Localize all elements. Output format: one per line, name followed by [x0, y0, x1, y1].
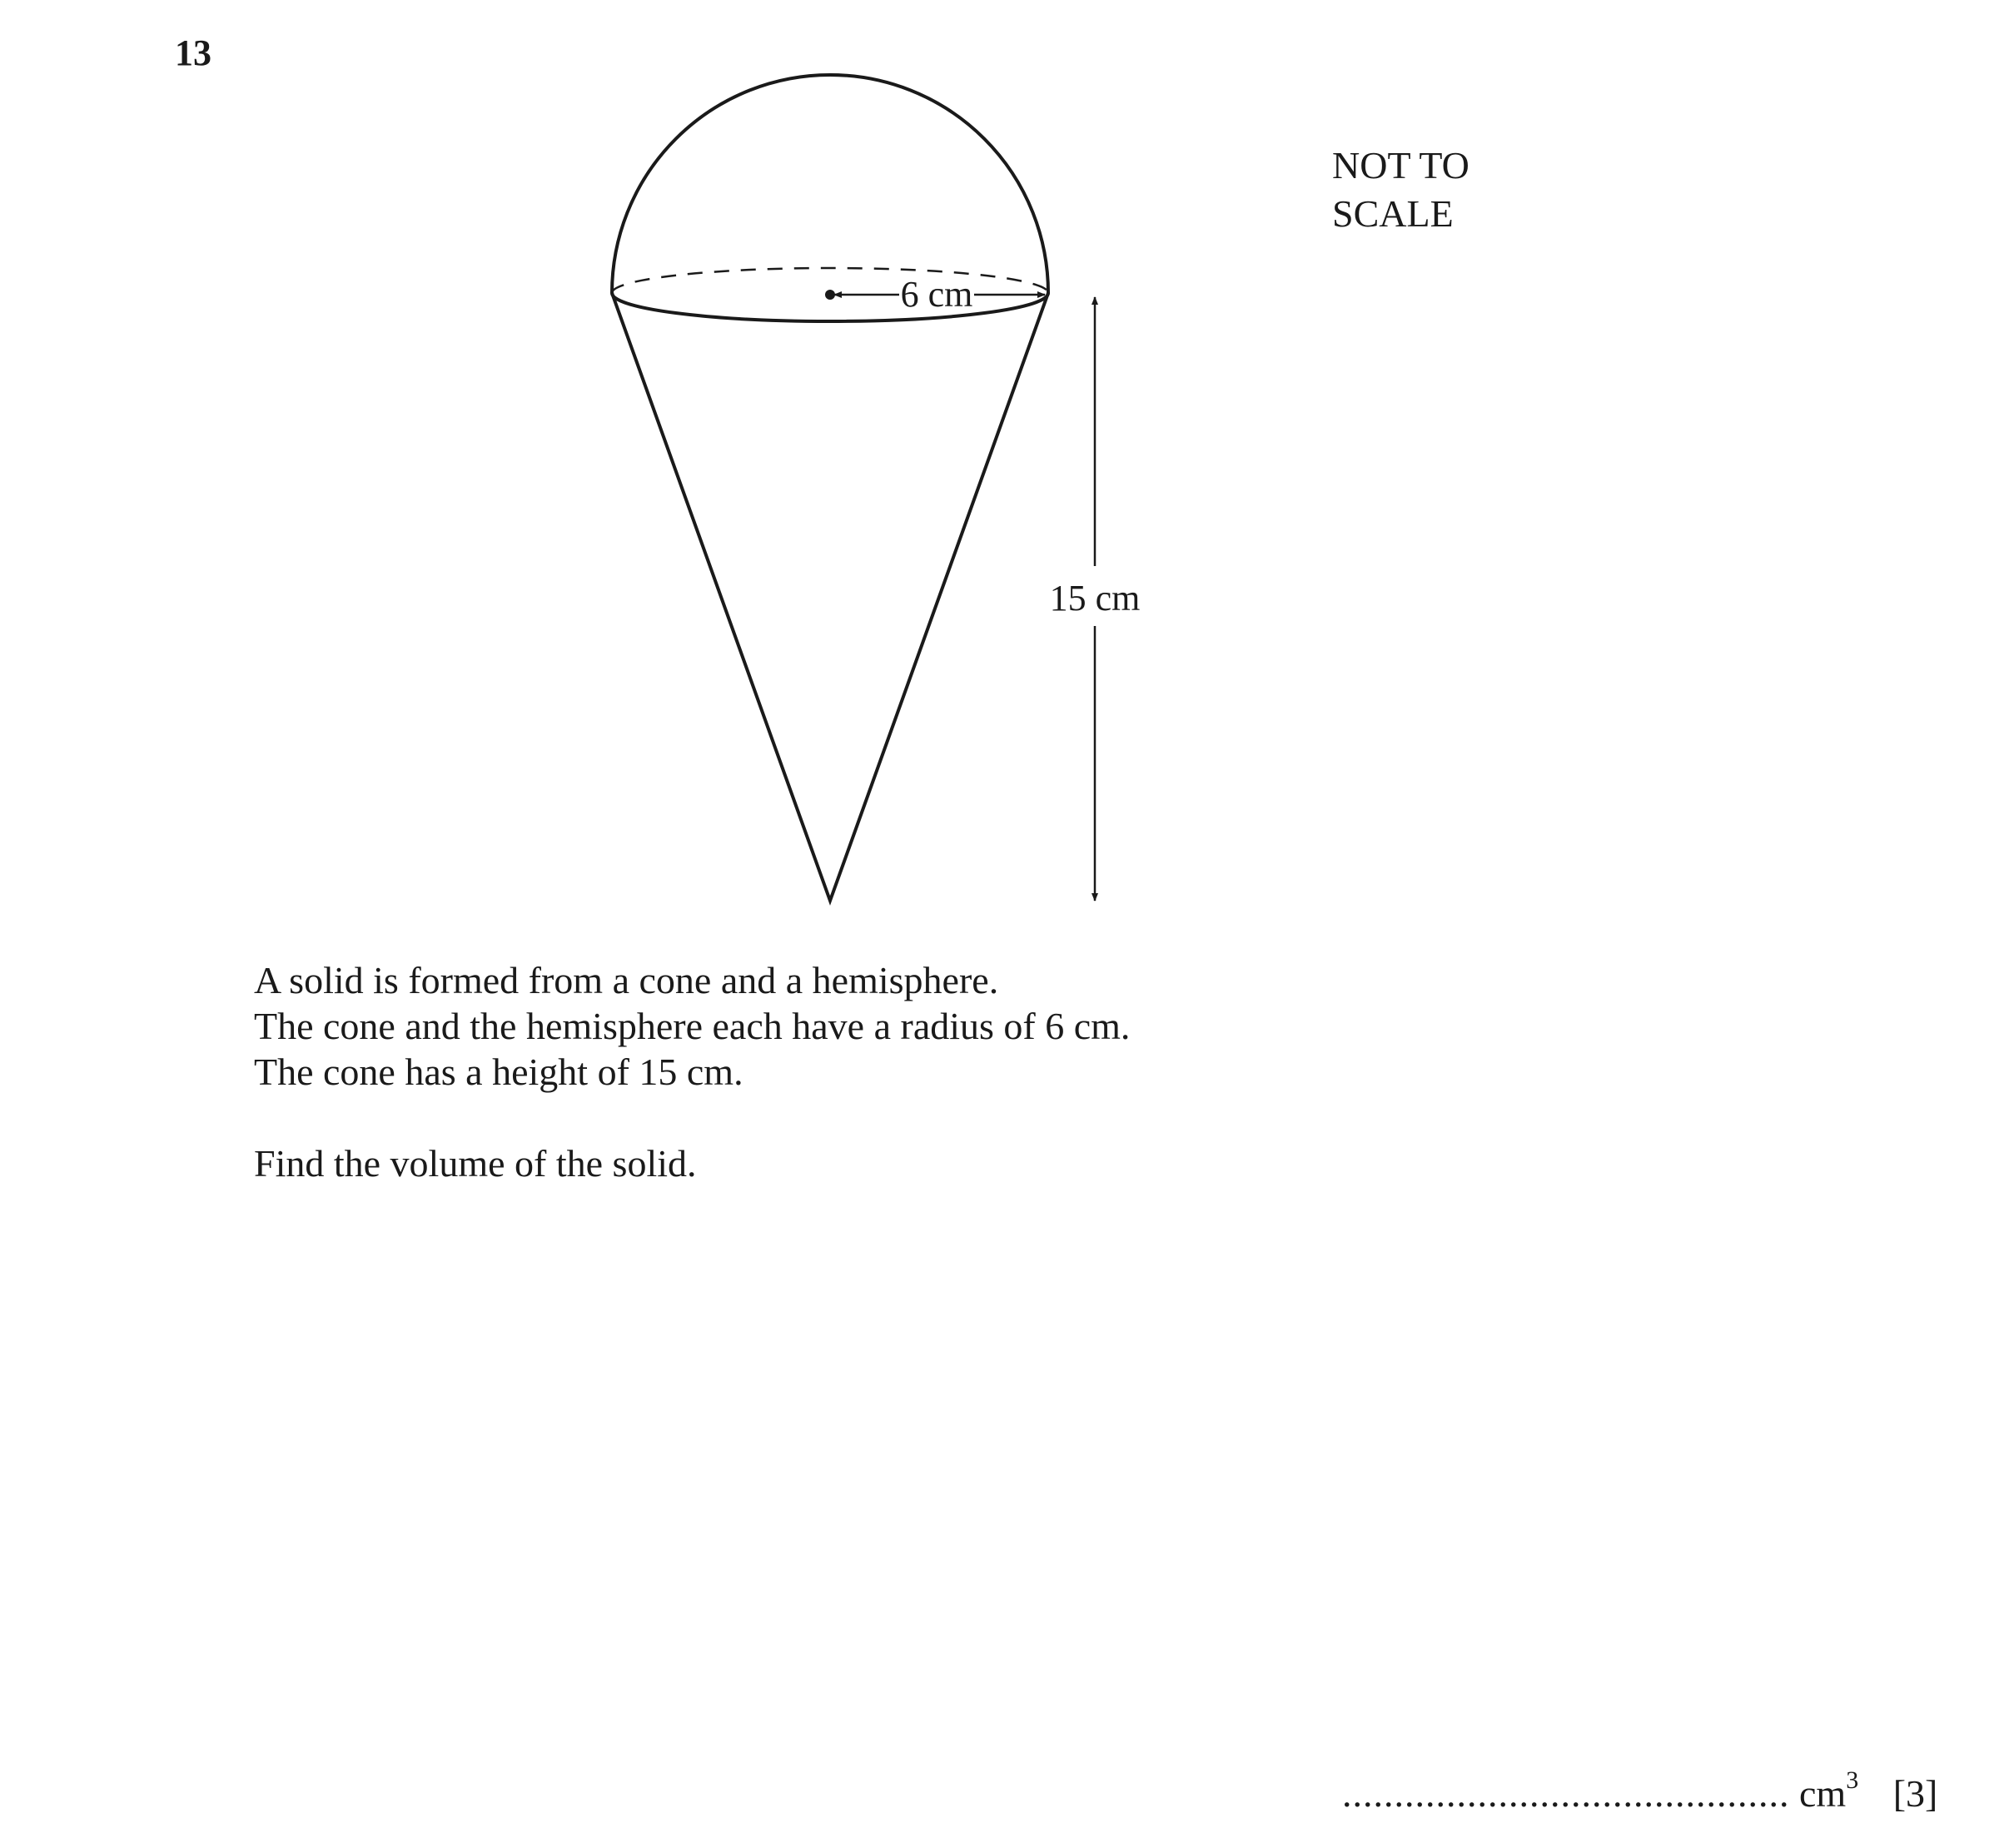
base-ellipse-back	[612, 268, 1048, 293]
question-number: 13	[175, 32, 211, 73]
not-to-scale-note	[1332, 142, 1469, 238]
question-text	[254, 957, 1130, 1186]
question-line-1: A solid is formed from a cone and a hemisphere.	[254, 959, 999, 1001]
answer-unit-power: 3	[1846, 1766, 1859, 1794]
radius-label: 6 cm	[900, 274, 973, 315]
height-label: 15 cm	[1049, 578, 1141, 618]
question-line-3: The cone has a height of 15 cm.	[254, 1051, 743, 1093]
not-to-scale-line1: NOT TO	[1332, 144, 1469, 186]
answer-line[interactable]	[1342, 1766, 1938, 1816]
answer-unit: cm	[1799, 1772, 1847, 1815]
marks-label: [3]	[1892, 1772, 1938, 1815]
cone-outline	[612, 293, 1048, 901]
not-to-scale-line2: SCALE	[1332, 192, 1454, 235]
question-instruction: Find the volume of the solid.	[254, 1142, 697, 1185]
centre-point	[825, 290, 835, 300]
answer-dots[interactable]: ...........................................	[1342, 1772, 1790, 1815]
hemisphere-outline	[612, 75, 1048, 293]
question-line-2: The cone and the hemisphere each have a radius of 6 cm.	[254, 1005, 1131, 1047]
